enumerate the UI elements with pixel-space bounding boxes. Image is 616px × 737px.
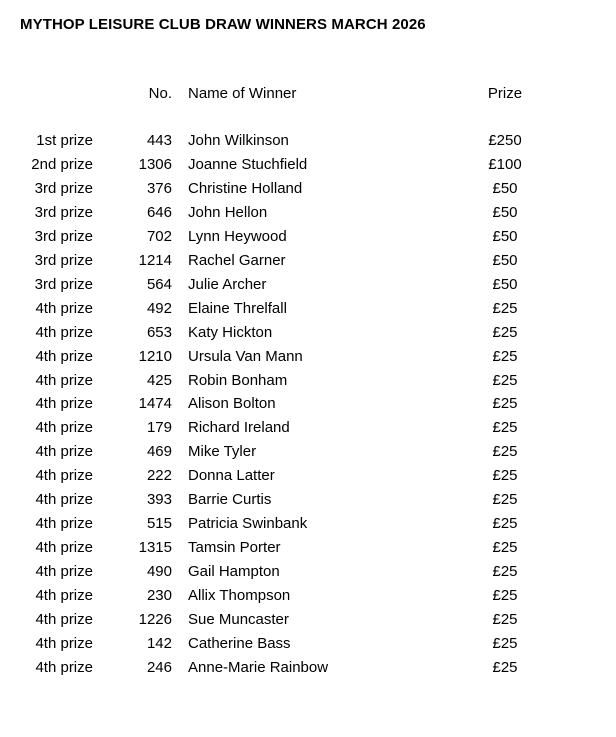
winner-name: Robin Bonham xyxy=(188,371,288,389)
prize-place: 4th prize xyxy=(35,611,93,628)
ticket-number: 230 xyxy=(146,587,172,604)
table-header xyxy=(0,83,616,105)
winner-name: Elaine Threlfall xyxy=(188,299,287,317)
table-row xyxy=(0,441,616,463)
table-row xyxy=(0,609,616,631)
prize-place: 4th prize xyxy=(35,539,93,557)
table-row xyxy=(0,130,616,152)
prize-amount: £25 xyxy=(492,467,518,485)
page-title: MYTHOP LEISURE CLUB DRAW WINNERS MARCH 2026 xyxy=(20,16,426,33)
ticket-number: 515 xyxy=(146,515,172,533)
prize-amount: £25 xyxy=(492,323,518,341)
ticket-number: 443 xyxy=(146,132,172,149)
prize-amount: £25 xyxy=(492,587,518,604)
ticket-number: 1306 xyxy=(138,155,172,173)
header-name: Name of Winner xyxy=(188,85,297,102)
prize-place: 3rd prize xyxy=(34,179,93,197)
ticket-number: 492 xyxy=(146,299,172,317)
winner-name: Christine Holland xyxy=(188,179,303,197)
winner-name: Anne-Marie Rainbow xyxy=(188,658,329,676)
prize-place: 4th prize xyxy=(35,658,93,676)
prize-place: 4th prize xyxy=(35,371,93,389)
prize-place: 4th prize xyxy=(35,563,93,581)
ticket-number: 564 xyxy=(146,275,172,293)
prize-place: 4th prize xyxy=(35,443,93,461)
winner-name: Lynn Heywood xyxy=(188,227,287,245)
prize-amount: £25 xyxy=(492,419,518,437)
ticket-number: 653 xyxy=(146,323,172,341)
header-prize: Prize xyxy=(487,85,523,102)
table-row xyxy=(0,489,616,511)
winner-name: Mike Tyler xyxy=(188,443,257,461)
ticket-number: 469 xyxy=(146,443,172,461)
winner-name: Allix Thompson xyxy=(188,587,291,604)
prize-amount: £25 xyxy=(492,611,518,628)
prize-place: 4th prize xyxy=(35,491,93,509)
winner-name: Rachel Garner xyxy=(188,251,286,269)
prize-amount: £50 xyxy=(492,203,518,221)
prize-amount: £25 xyxy=(492,635,518,652)
table-row xyxy=(0,561,616,583)
winner-name: Richard Ireland xyxy=(188,419,290,437)
prize-place: 4th prize xyxy=(35,419,93,437)
prize-place: 3rd prize xyxy=(34,275,93,293)
prize-amount: £25 xyxy=(492,563,518,581)
table-row xyxy=(0,274,616,296)
ticket-number: 142 xyxy=(146,635,172,652)
prize-place: 3rd prize xyxy=(34,251,93,269)
ticket-number: 425 xyxy=(146,371,172,389)
table-row xyxy=(0,465,616,487)
ticket-number: 246 xyxy=(146,658,172,676)
prize-place: 4th prize xyxy=(35,587,93,604)
prize-amount: £50 xyxy=(492,251,518,269)
ticket-number: 222 xyxy=(146,467,172,485)
table-row xyxy=(0,250,616,272)
prize-amount: £250 xyxy=(488,132,522,149)
table-row xyxy=(0,393,616,415)
table-row xyxy=(0,537,616,559)
table-row xyxy=(0,513,616,535)
table-row xyxy=(0,178,616,200)
prize-place: 4th prize xyxy=(35,299,93,317)
table-row xyxy=(0,154,616,176)
table-row xyxy=(0,657,616,679)
prize-amount: £25 xyxy=(492,299,518,317)
ticket-number: 393 xyxy=(146,491,172,509)
table-row xyxy=(0,202,616,224)
ticket-number: 1226 xyxy=(138,611,172,628)
header-no: No. xyxy=(148,85,172,102)
prize-amount: £25 xyxy=(492,347,518,365)
winner-name: Joanne Stuchfield xyxy=(188,155,308,173)
ticket-number: 702 xyxy=(146,227,172,245)
prize-amount: £25 xyxy=(492,371,518,389)
ticket-number: 1210 xyxy=(138,347,172,365)
ticket-number: 1214 xyxy=(138,251,172,269)
winner-name: Gail Hampton xyxy=(188,563,280,581)
prize-amount: £25 xyxy=(492,395,518,413)
prize-amount: £25 xyxy=(492,658,518,676)
prize-place: 3rd prize xyxy=(34,227,93,245)
winner-name: Katy Hickton xyxy=(188,323,273,341)
winner-name: Ursula Van Mann xyxy=(188,347,303,365)
table-row xyxy=(0,226,616,248)
prize-amount: £100 xyxy=(488,155,522,173)
prize-place: 4th prize xyxy=(35,323,93,341)
prize-place: 4th prize xyxy=(35,347,93,365)
winner-name: John Hellon xyxy=(188,203,268,221)
winner-name: Donna Latter xyxy=(188,467,275,485)
winner-name: Alison Bolton xyxy=(188,395,276,413)
ticket-number: 1315 xyxy=(138,539,172,557)
winner-name: Sue Muncaster xyxy=(188,611,289,628)
prize-place: 4th prize xyxy=(35,395,93,413)
prize-amount: £50 xyxy=(492,275,518,293)
table-row xyxy=(0,298,616,320)
prize-amount: £50 xyxy=(492,227,518,245)
winner-name: Tamsin Porter xyxy=(188,539,281,557)
prize-amount: £25 xyxy=(492,539,518,557)
ticket-number: 1474 xyxy=(138,395,172,413)
table-row xyxy=(0,346,616,368)
ticket-number: 646 xyxy=(146,203,172,221)
winner-name: John Wilkinson xyxy=(188,132,289,149)
prize-place: 4th prize xyxy=(35,467,93,485)
prize-place: 4th prize xyxy=(35,635,93,652)
prize-amount: £25 xyxy=(492,443,518,461)
winner-name: Patricia Swinbank xyxy=(188,515,308,533)
ticket-number: 490 xyxy=(146,563,172,581)
prize-place: 1st prize xyxy=(36,132,93,149)
prize-amount: £50 xyxy=(492,179,518,197)
prize-place: 2nd prize xyxy=(31,155,93,173)
prize-place: 3rd prize xyxy=(34,203,93,221)
winner-name: Barrie Curtis xyxy=(188,491,272,509)
winner-name: Julie Archer xyxy=(188,275,267,293)
ticket-number: 376 xyxy=(146,179,172,197)
table-row xyxy=(0,322,616,344)
ticket-number: 179 xyxy=(146,419,172,437)
table-row xyxy=(0,417,616,439)
prize-place: 4th prize xyxy=(35,515,93,533)
winner-name: Catherine Bass xyxy=(188,635,291,652)
table-row xyxy=(0,633,616,655)
prize-amount: £25 xyxy=(492,491,518,509)
prize-amount: £25 xyxy=(492,515,518,533)
table-row xyxy=(0,585,616,607)
table-row xyxy=(0,370,616,392)
